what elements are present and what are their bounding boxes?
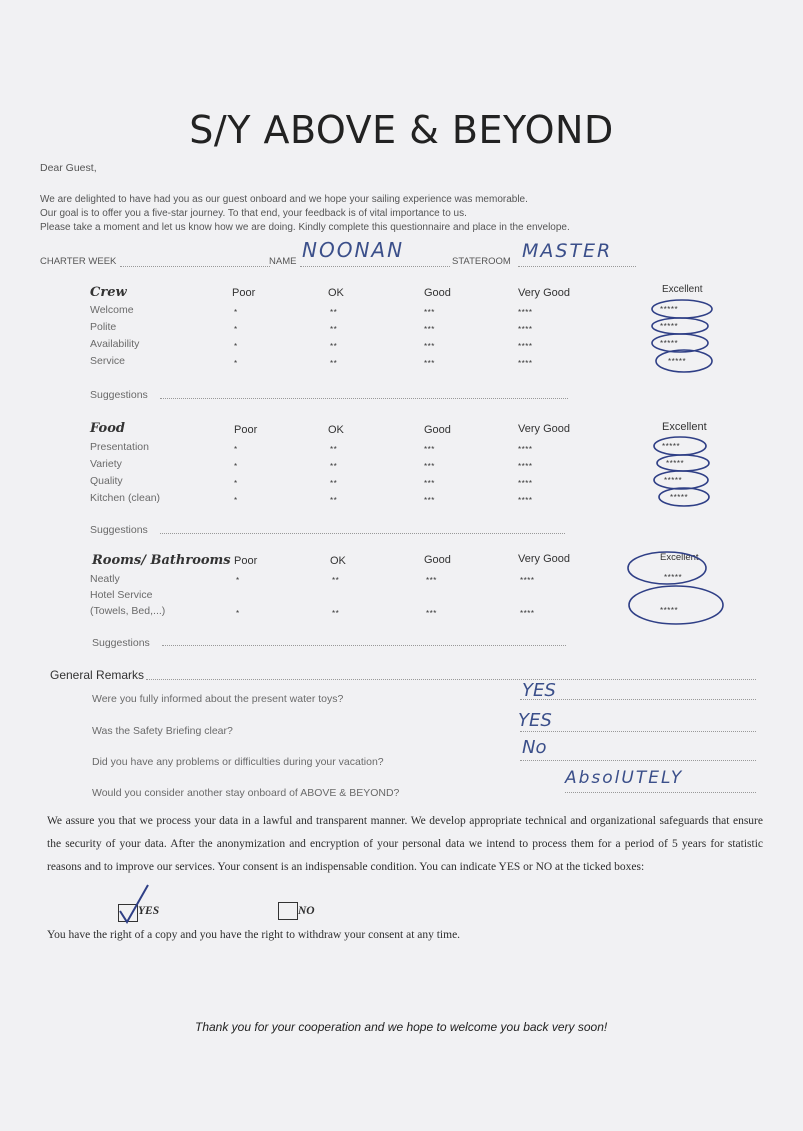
rooms-col-excellent: Excellent [660, 552, 699, 563]
footer-thanks: Thank you for your cooperation and we hope to welcome you back very soon! [195, 1020, 608, 1034]
rooms-col-good: Good [424, 554, 451, 566]
answer-handwritten-4: AbsolUTELY [565, 768, 684, 788]
rating-star[interactable]: *** [424, 308, 435, 317]
rating-star[interactable]: ** [330, 342, 338, 351]
rating-circle-rooms-neatly [628, 552, 706, 584]
section-crew-title: Crew [90, 285, 127, 300]
charter-week-label: CHARTER WEEK [40, 256, 117, 267]
food-col-good: Good [424, 424, 451, 436]
section-food-title: Food [90, 421, 125, 436]
rating-star[interactable]: *** [424, 445, 435, 454]
rating-star[interactable]: **** [518, 479, 533, 488]
consent-yes-label: YES [138, 905, 160, 917]
answer-handwritten-1: YES [522, 680, 556, 701]
stateroom-label: STATEROOM [452, 256, 511, 267]
rating-star[interactable]: ** [330, 325, 338, 334]
rating-star[interactable]: ** [332, 609, 340, 618]
crew-col-poor: Poor [232, 287, 256, 299]
rating-star[interactable]: ***** [660, 339, 679, 348]
crew-item-polite: Polite [90, 321, 117, 333]
intro-line-1: We are delighted to have had you as our guest onboard and we hope your sailing experience was memorable. [40, 194, 528, 205]
answer-handwritten-3: No [522, 737, 547, 758]
rooms-item-neatly: Neatly [90, 573, 120, 585]
rating-star[interactable]: ***** [662, 442, 681, 451]
food-col-ok: OK [328, 424, 344, 436]
section-rooms-title: Rooms/ Bathrooms [92, 553, 231, 568]
crew-item-service: Service [90, 355, 126, 367]
question-another-stay: Would you consider another stay onboard of ABOVE & BEYOND? [92, 787, 400, 799]
rating-star[interactable]: ***** [660, 322, 679, 331]
document-title: S/Y ABOVE & BEYOND [189, 108, 614, 152]
rating-circle-crew-welcome [652, 300, 712, 318]
rating-star[interactable]: **** [518, 359, 533, 368]
food-item-quality: Quality [90, 475, 123, 487]
rating-star[interactable]: *** [424, 462, 435, 471]
rating-star[interactable]: ** [330, 479, 338, 488]
rating-star[interactable]: **** [518, 462, 533, 471]
rating-star[interactable]: ***** [670, 493, 689, 502]
question-water-toys: Were you fully informed about the present water toys? [92, 693, 344, 705]
rating-star[interactable]: ***** [668, 357, 687, 366]
answer-handwritten-2: YES [518, 710, 552, 731]
consent-text: We assure you that we process your data in a lawful and transparent manner. We develop appropriate technical and organizational safeguards that ensure the security of your data. After the anonymization and encryption of your personal data we intend to process them for a period of 5 years for statistic reasons and to improve our services. Your consent is an indispensable condition. You can indicate YES or NO at the ticked boxes: [47, 815, 763, 873]
rating-star[interactable]: *** [424, 342, 435, 351]
rating-star[interactable]: ***** [664, 476, 683, 485]
question-problems: Did you have any problems or difficulties during your vacation? [92, 756, 384, 768]
rating-star[interactable]: * [234, 359, 238, 368]
rating-star[interactable]: * [234, 479, 238, 488]
rooms-col-ok: OK [330, 555, 346, 567]
rating-star[interactable]: ***** [664, 573, 683, 582]
food-item-presentation: Presentation [90, 441, 149, 453]
rating-star[interactable]: *** [424, 325, 435, 334]
rooms-item-towels-bed: (Towels, Bed,...) [90, 605, 166, 617]
rating-star[interactable]: * [234, 462, 238, 471]
rating-star[interactable]: ** [332, 576, 340, 585]
rating-star[interactable]: * [234, 308, 238, 317]
rating-star[interactable]: **** [518, 445, 533, 454]
rating-circle-crew-polite [652, 318, 708, 334]
rating-circle-food-quality [654, 471, 708, 489]
rating-star[interactable]: * [234, 342, 238, 351]
rating-star[interactable]: *** [424, 479, 435, 488]
rating-star[interactable]: ***** [666, 459, 685, 468]
rooms-suggestions-label: Suggestions [92, 637, 150, 649]
rating-star[interactable]: ** [330, 496, 338, 505]
stateroom-handwritten: MASTER [522, 240, 613, 262]
general-remarks-label: General Remarks [50, 668, 145, 682]
rating-star[interactable]: ***** [660, 305, 679, 314]
rating-star[interactable]: ** [330, 462, 338, 471]
food-col-excellent: Excellent [662, 421, 707, 433]
consent-no-label: NO [298, 905, 315, 917]
rating-star[interactable]: *** [426, 609, 437, 618]
crew-item-welcome: Welcome [90, 304, 134, 316]
rooms-item-hotel-service: Hotel Service [90, 589, 153, 601]
food-col-very-good: Very Good [518, 423, 570, 435]
consent-rights: You have the right of a copy and you have the right to withdraw your consent at any time. [47, 929, 461, 941]
rating-star[interactable]: * [236, 609, 240, 618]
rooms-col-poor: Poor [234, 555, 258, 567]
name-label: NAME [269, 256, 297, 267]
rating-star[interactable]: ** [330, 445, 338, 454]
rating-star[interactable]: * [234, 496, 238, 505]
rating-star[interactable]: **** [518, 325, 533, 334]
food-item-kitchen: Kitchen (clean) [90, 492, 161, 504]
rating-star[interactable]: ***** [660, 606, 679, 615]
rating-circle-rooms-hotel-service [629, 586, 723, 624]
check-mark-icon [120, 885, 148, 922]
food-item-variety: Variety [90, 458, 122, 470]
crew-col-excellent: Excellent [662, 284, 703, 295]
crew-col-very-good: Very Good [518, 287, 570, 299]
rating-star[interactable]: **** [518, 308, 533, 317]
rating-star[interactable]: * [236, 576, 240, 585]
rating-star[interactable]: **** [520, 576, 535, 585]
rating-star[interactable]: ** [330, 359, 338, 368]
greeting: Dear Guest, [40, 162, 97, 174]
food-col-poor: Poor [234, 424, 258, 436]
crew-item-availability: Availability [90, 338, 140, 350]
rating-star[interactable]: *** [426, 576, 437, 585]
crew-col-ok: OK [328, 287, 344, 299]
crew-suggestions-label: Suggestions [90, 389, 148, 401]
crew-col-good: Good [424, 287, 451, 299]
rating-circle-food-variety [657, 455, 709, 471]
rating-star[interactable]: *** [424, 496, 435, 505]
question-safety-briefing: Was the Safety Briefing clear? [92, 725, 233, 737]
intro-line-3: Please take a moment and let us know how we are doing. Kindly complete this questionnaire and place in the envelope. [40, 222, 570, 233]
rating-star[interactable]: **** [520, 609, 535, 618]
rating-star[interactable]: *** [424, 359, 435, 368]
food-suggestions-label: Suggestions [90, 524, 148, 536]
rating-star[interactable]: * [234, 445, 238, 454]
rooms-col-very-good: Very Good [518, 553, 570, 565]
rating-circle-food-presentation [654, 437, 706, 455]
rating-circle-food-kitchen [659, 488, 709, 506]
rating-star[interactable]: **** [518, 342, 533, 351]
name-handwritten: NOONAN [302, 238, 405, 262]
rating-star[interactable]: **** [518, 496, 533, 505]
intro-line-2: Our goal is to offer you a five-star journey. To that end, your feedback is of vital importance to us. [40, 208, 467, 219]
rating-star[interactable]: * [234, 325, 238, 334]
rating-circle-crew-service [656, 350, 712, 372]
rating-star[interactable]: ** [330, 308, 338, 317]
